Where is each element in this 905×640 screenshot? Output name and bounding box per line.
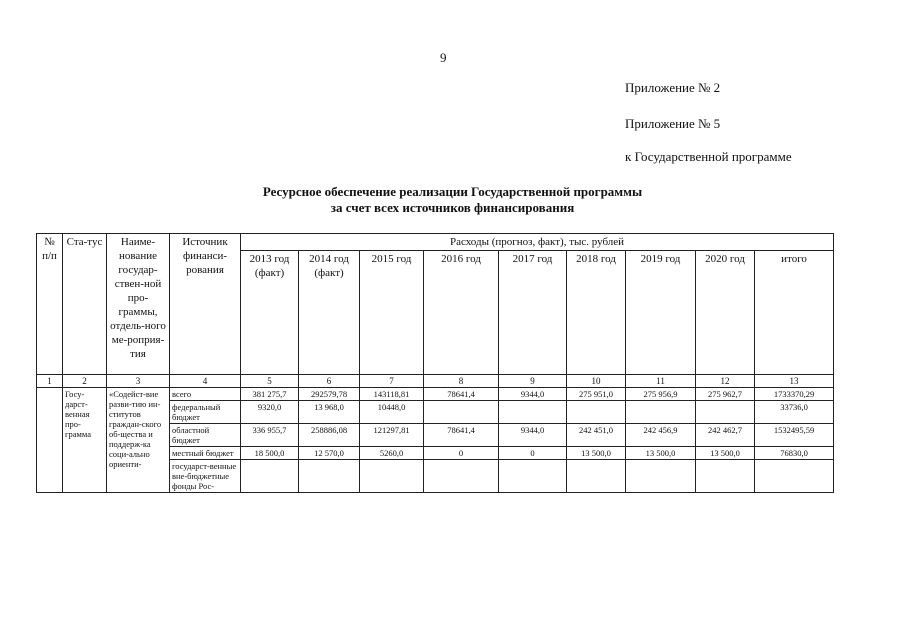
appendix-line-1: Приложение № 2 — [625, 80, 721, 95]
page-number: 9 — [440, 50, 447, 65]
value-cell — [424, 401, 499, 424]
value-cell: 242 456,9 — [626, 424, 696, 447]
funding-source: всего — [170, 388, 241, 401]
row-number-cell — [37, 388, 63, 493]
header-row-1 — [37, 234, 834, 251]
header-source: Источник финанси-рования — [170, 234, 241, 375]
value-cell: 33736,0 — [755, 401, 834, 424]
value-cell: 13 500,0 — [626, 447, 696, 460]
header-year: 2017 год — [499, 251, 567, 375]
value-cell: 12 570,0 — [299, 447, 360, 460]
value-cell: 0 — [499, 447, 567, 460]
resource-table — [36, 233, 834, 493]
value-cell: 275 956,9 — [626, 388, 696, 401]
value-cell: 242 451,0 — [567, 424, 626, 447]
value-cell: 381 275,7 — [241, 388, 299, 401]
value-cell: 1532495,59 — [755, 424, 834, 447]
header-expenses: Расходы (прогноз, факт), тыс. рублей — [241, 234, 834, 251]
value-cell: 9344,0 — [499, 424, 567, 447]
value-cell: 13 968,0 — [299, 401, 360, 424]
column-number: 4 — [170, 375, 241, 388]
column-number: 10 — [567, 375, 626, 388]
value-cell: 292579,78 — [299, 388, 360, 401]
column-number: 7 — [360, 375, 424, 388]
value-cell: 5260,0 — [360, 447, 424, 460]
value-cell: 0 — [424, 447, 499, 460]
column-number: 13 — [755, 375, 834, 388]
value-cell: 275 962,7 — [696, 388, 755, 401]
funding-source: федеральный бюджет — [170, 401, 241, 424]
column-number: 8 — [424, 375, 499, 388]
funding-source: областной бюджет — [170, 424, 241, 447]
value-cell — [567, 460, 626, 493]
value-cell — [499, 401, 567, 424]
funding-source: местный бюджет — [170, 447, 241, 460]
value-cell: 121297,81 — [360, 424, 424, 447]
value-cell: 143118,81 — [360, 388, 424, 401]
value-cell — [499, 460, 567, 493]
value-cell: 275 951,0 — [567, 388, 626, 401]
value-cell — [241, 460, 299, 493]
value-cell — [755, 460, 834, 493]
value-cell: 13 500,0 — [696, 447, 755, 460]
value-cell — [567, 401, 626, 424]
column-number: 9 — [499, 375, 567, 388]
value-cell: 258886,08 — [299, 424, 360, 447]
column-number: 1 — [37, 375, 63, 388]
appendix-line-3: к Государственной программе — [625, 149, 792, 164]
table-row-total — [37, 388, 834, 401]
column-number: 11 — [626, 375, 696, 388]
funding-source: государст-венные вне-бюджетные фонды Рос- — [170, 460, 241, 493]
header-year: 2019 год — [626, 251, 696, 375]
value-cell: 242 462,7 — [696, 424, 755, 447]
value-cell: 1733370,29 — [755, 388, 834, 401]
value-cell — [696, 401, 755, 424]
value-cell: 78641,4 — [424, 388, 499, 401]
value-cell: 9344,0 — [499, 388, 567, 401]
header-year: 2014 год (факт) — [299, 251, 360, 375]
column-number: 2 — [63, 375, 107, 388]
column-number: 12 — [696, 375, 755, 388]
header-year: 2016 год — [424, 251, 499, 375]
value-cell — [696, 460, 755, 493]
value-cell — [626, 401, 696, 424]
title-line-2: за счет всех источников финансирования — [330, 200, 575, 215]
appendix-line-2: Приложение № 5 — [625, 116, 721, 131]
column-number-row — [37, 375, 834, 388]
program-name: «Содейст-вие разви-тию ин-ститутов граждан-ского об-щества и поддерж-ка соци-ально ориенти- — [107, 388, 170, 493]
title-line-1: Ресурсное обеспечение реализации Государственной программы — [262, 184, 643, 199]
value-cell: 13 500,0 — [567, 447, 626, 460]
value-cell: 9320,0 — [241, 401, 299, 424]
header-no: № п/п — [37, 234, 63, 375]
column-number: 3 — [107, 375, 170, 388]
value-cell — [299, 460, 360, 493]
value-cell: 10448,0 — [360, 401, 424, 424]
value-cell: 78641,4 — [424, 424, 499, 447]
value-cell: 76830,0 — [755, 447, 834, 460]
header-year: 2013 год (факт) — [241, 251, 299, 375]
column-number: 5 — [241, 375, 299, 388]
value-cell: 336 955,7 — [241, 424, 299, 447]
header-year: 2015 год — [360, 251, 424, 375]
document-title — [0, 184, 905, 216]
value-cell: 18 500,0 — [241, 447, 299, 460]
value-cell — [424, 460, 499, 493]
value-cell — [626, 460, 696, 493]
column-number: 6 — [299, 375, 360, 388]
header-year: 2020 год — [696, 251, 755, 375]
header-year: 2018 год — [567, 251, 626, 375]
header-name: Наиме-нование государ-ствен-ной про-граммы, отдель-ного ме-роприя-тия — [107, 234, 170, 375]
header-status: Ста-тус — [63, 234, 107, 375]
program-status: Госу-дарст-венная про-грамма — [63, 388, 107, 493]
value-cell — [360, 460, 424, 493]
header-total: итого — [755, 251, 834, 375]
